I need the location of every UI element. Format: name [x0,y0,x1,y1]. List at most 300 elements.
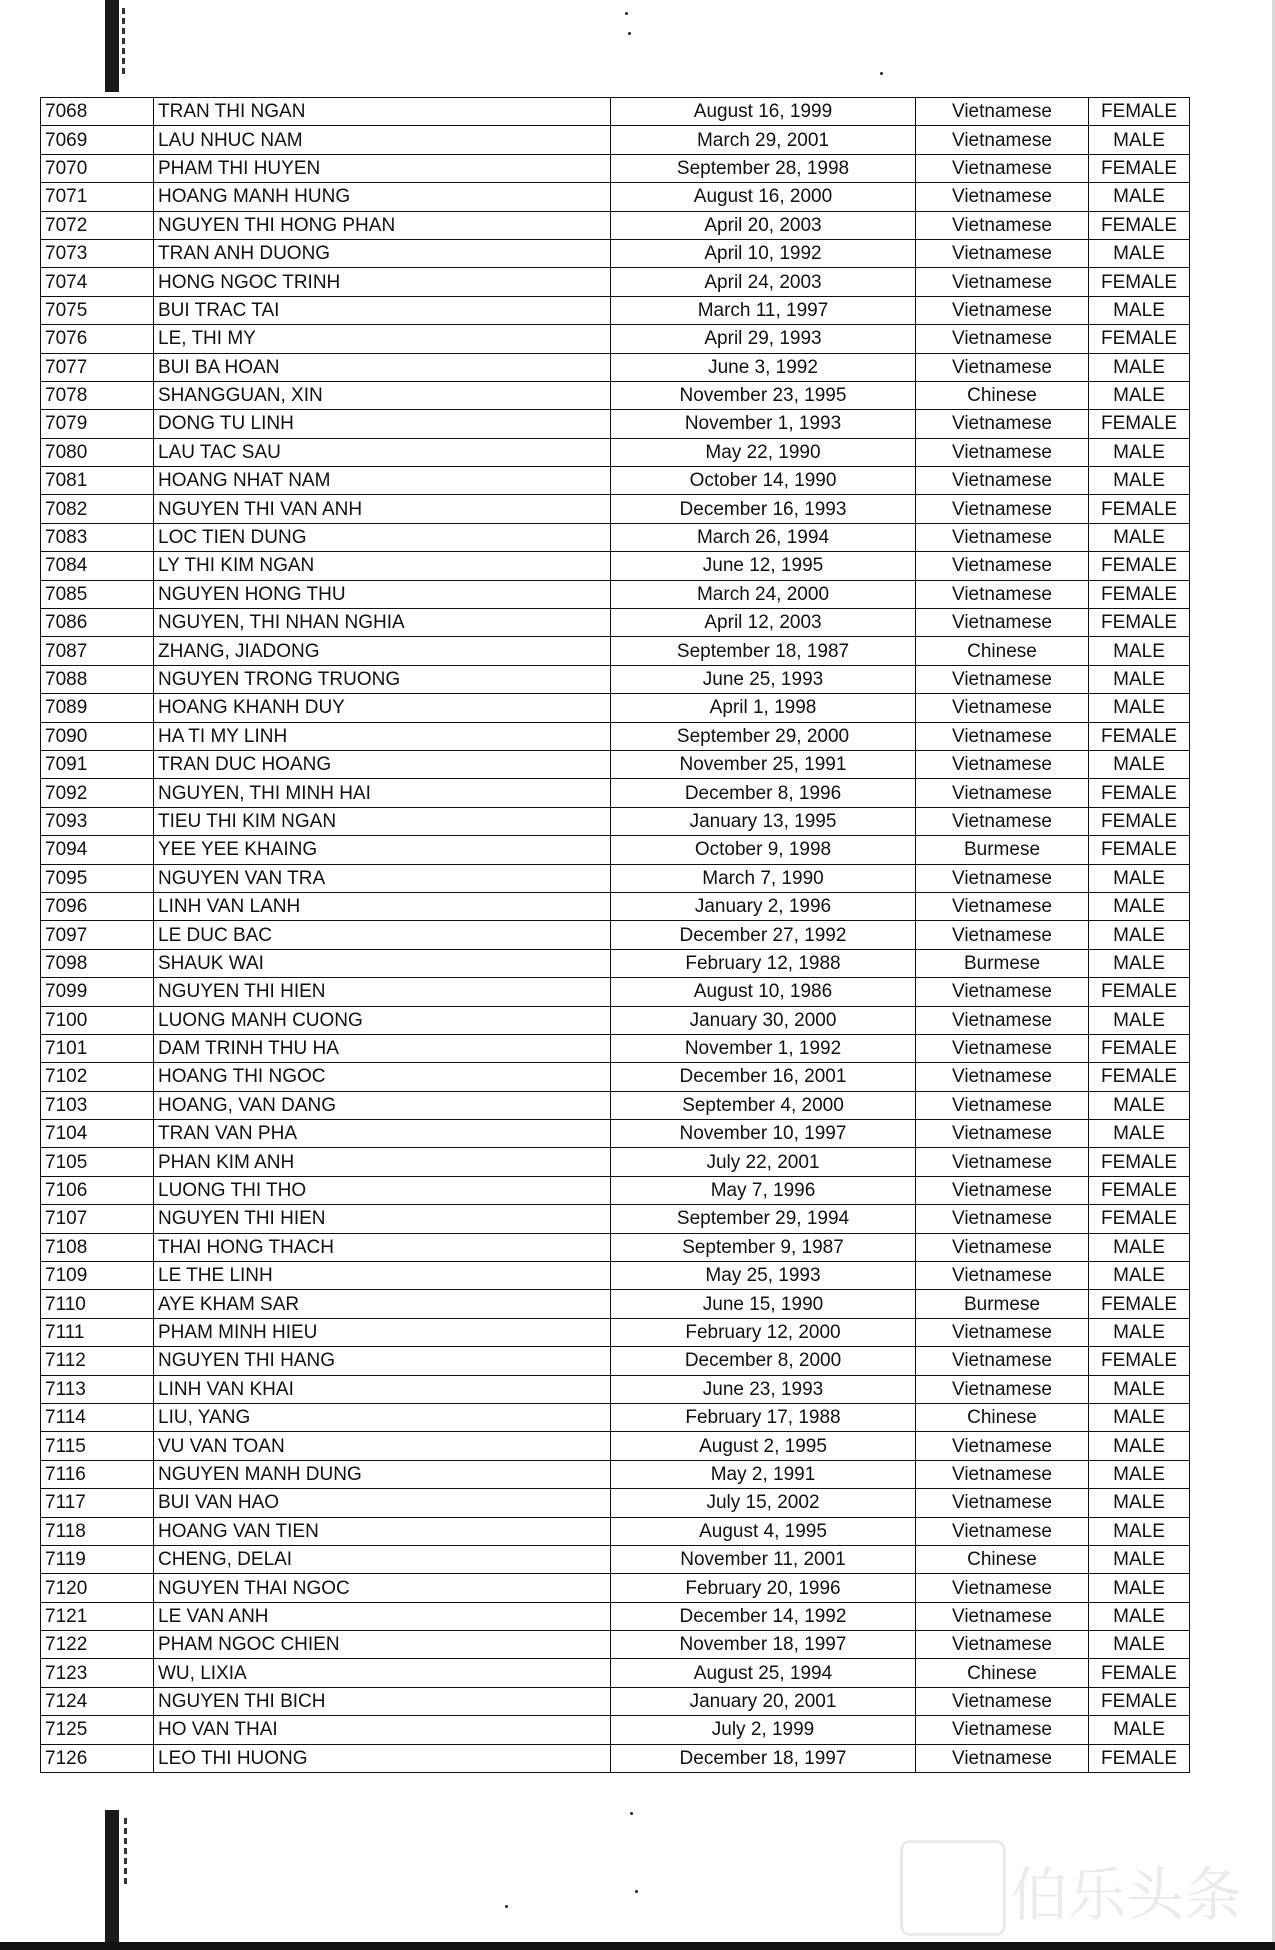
row-number-cell: 7109 [41,1262,154,1290]
row-number-cell: 7102 [41,1063,154,1091]
gender-cell: MALE [1089,1631,1190,1659]
gender-cell: FEMALE [1089,779,1190,807]
watermark-text: 伯乐头条 [1010,1863,1243,1928]
row-number-cell: 7094 [41,836,154,864]
date-of-birth-cell: November 1, 1992 [611,1034,916,1062]
gender-cell: FEMALE [1089,268,1190,296]
person-name-cell: LOC TIEN DUNG [154,523,611,551]
nationality-cell: Vietnamese [916,609,1089,637]
row-number-cell: 7080 [41,438,154,466]
table-row [41,211,1190,239]
nationality-cell: Vietnamese [916,807,1089,835]
date-of-birth-cell: January 13, 1995 [611,807,916,835]
row-number-cell: 7123 [41,1659,154,1687]
date-of-birth-cell: April 12, 2003 [611,609,916,637]
date-of-birth-cell: November 18, 1997 [611,1631,916,1659]
table-row [41,949,1190,977]
table-row [41,438,1190,466]
gender-cell: MALE [1089,694,1190,722]
person-name-cell: TRAN DUC HOANG [154,750,611,778]
gender-cell: MALE [1089,1460,1190,1488]
row-number-cell: 7097 [41,921,154,949]
date-of-birth-cell: March 26, 1994 [611,523,916,551]
table-row [41,1432,1190,1460]
row-number-cell: 7117 [41,1489,154,1517]
date-of-birth-cell: August 2, 1995 [611,1432,916,1460]
row-number-cell: 7092 [41,779,154,807]
date-of-birth-cell: June 23, 1993 [611,1375,916,1403]
row-number-cell: 7100 [41,1006,154,1034]
date-of-birth-cell: December 8, 1996 [611,779,916,807]
gender-cell: FEMALE [1089,580,1190,608]
row-number-cell: 7096 [41,892,154,920]
date-of-birth-cell: December 16, 2001 [611,1063,916,1091]
table-row [41,1687,1190,1715]
row-number-cell: 7122 [41,1631,154,1659]
date-of-birth-cell: September 29, 2000 [611,722,916,750]
gender-cell: FEMALE [1089,1347,1190,1375]
date-of-birth-cell: February 12, 2000 [611,1318,916,1346]
scan-margin-mark-bottom [105,1810,119,1950]
table-row [41,836,1190,864]
person-name-cell: HONG NGOC TRINH [154,268,611,296]
nationality-cell: Vietnamese [916,1602,1089,1630]
person-name-cell: PHAM THI HUYEN [154,154,611,182]
table-row [41,1517,1190,1545]
date-of-birth-cell: April 29, 1993 [611,325,916,353]
nationality-cell: Vietnamese [916,410,1089,438]
row-number-cell: 7110 [41,1290,154,1318]
gender-cell: MALE [1089,1432,1190,1460]
person-name-cell: HO VAN THAI [154,1716,611,1744]
row-number-cell: 7076 [41,325,154,353]
nationality-cell: Vietnamese [916,1687,1089,1715]
date-of-birth-cell: August 25, 1994 [611,1659,916,1687]
nationality-cell: Chinese [916,1659,1089,1687]
person-name-cell: LIU, YANG [154,1403,611,1431]
row-number-cell: 7074 [41,268,154,296]
nationality-cell: Burmese [916,836,1089,864]
gender-cell: FEMALE [1089,807,1190,835]
row-number-cell: 7121 [41,1602,154,1630]
person-name-cell: HA TI MY LINH [154,722,611,750]
row-number-cell: 7111 [41,1318,154,1346]
scan-margin-mark-top [105,0,119,92]
person-name-cell: BUI TRAC TAI [154,296,611,324]
table-row [41,1574,1190,1602]
nationality-cell: Vietnamese [916,239,1089,267]
date-of-birth-cell: July 15, 2002 [611,1489,916,1517]
table-row [41,1318,1190,1346]
table-row [41,1148,1190,1176]
nationality-cell: Vietnamese [916,864,1089,892]
date-of-birth-cell: February 20, 1996 [611,1574,916,1602]
date-of-birth-cell: February 17, 1988 [611,1403,916,1431]
row-number-cell: 7069 [41,126,154,154]
nationality-cell: Vietnamese [916,126,1089,154]
person-name-cell: NGUYEN VAN TRA [154,864,611,892]
nationality-cell: Vietnamese [916,1631,1089,1659]
nationality-cell: Vietnamese [916,1318,1089,1346]
person-name-cell: TRAN VAN PHA [154,1120,611,1148]
person-name-cell: LE THE LINH [154,1262,611,1290]
nationality-cell: Vietnamese [916,1432,1089,1460]
gender-cell: MALE [1089,1489,1190,1517]
gender-cell: FEMALE [1089,1034,1190,1062]
table-row [41,1744,1190,1772]
date-of-birth-cell: August 4, 1995 [611,1517,916,1545]
person-name-cell: NGUYEN THI HIEN [154,1205,611,1233]
person-name-cell: TIEU THI KIM NGAN [154,807,611,835]
nationality-cell: Vietnamese [916,1460,1089,1488]
nationality-cell: Vietnamese [916,694,1089,722]
nationality-cell: Vietnamese [916,978,1089,1006]
row-number-cell: 7079 [41,410,154,438]
table-row [41,296,1190,324]
nationality-cell: Chinese [916,381,1089,409]
row-number-cell: 7093 [41,807,154,835]
gender-cell: MALE [1089,239,1190,267]
person-name-cell: YEE YEE KHAING [154,836,611,864]
nationality-cell: Chinese [916,1403,1089,1431]
gender-cell: FEMALE [1089,836,1190,864]
date-of-birth-cell: June 12, 1995 [611,552,916,580]
row-number-cell: 7105 [41,1148,154,1176]
date-of-birth-cell: May 22, 1990 [611,438,916,466]
gender-cell: FEMALE [1089,1063,1190,1091]
row-number-cell: 7073 [41,239,154,267]
table-row [41,239,1190,267]
table-row [41,1602,1190,1630]
person-name-cell: LINH VAN LANH [154,892,611,920]
row-number-cell: 7106 [41,1176,154,1204]
gender-cell: FEMALE [1089,1744,1190,1772]
table-row [41,523,1190,551]
gender-cell: FEMALE [1089,1176,1190,1204]
person-name-cell: NGUYEN MANH DUNG [154,1460,611,1488]
scan-speck [505,1905,508,1908]
row-number-cell: 7082 [41,495,154,523]
row-number-cell: 7081 [41,467,154,495]
table-row [41,410,1190,438]
nationality-cell: Vietnamese [916,268,1089,296]
row-number-cell: 7078 [41,381,154,409]
row-number-cell: 7084 [41,552,154,580]
row-number-cell: 7095 [41,864,154,892]
person-name-cell: NGUYEN THI HONG PHAN [154,211,611,239]
watermark-logo [900,1840,1006,1936]
gender-cell: MALE [1089,438,1190,466]
table-row [41,1091,1190,1119]
date-of-birth-cell: August 10, 1986 [611,978,916,1006]
row-number-cell: 7085 [41,580,154,608]
gender-cell: MALE [1089,1716,1190,1744]
nationality-cell: Vietnamese [916,325,1089,353]
nationality-cell: Vietnamese [916,353,1089,381]
person-name-cell: HOANG VAN TIEN [154,1517,611,1545]
person-name-cell: NGUYEN THI VAN ANH [154,495,611,523]
nationality-cell: Vietnamese [916,1176,1089,1204]
nationality-cell: Vietnamese [916,722,1089,750]
person-name-cell: TRAN THI NGAN [154,98,611,126]
date-of-birth-cell: January 2, 1996 [611,892,916,920]
date-of-birth-cell: March 29, 2001 [611,126,916,154]
roster-table [40,97,1190,1773]
scan-margin-dots-bottom [124,1818,127,1888]
table-row [41,1659,1190,1687]
row-number-cell: 7088 [41,665,154,693]
date-of-birth-cell: April 1, 1998 [611,694,916,722]
table-row [41,750,1190,778]
gender-cell: MALE [1089,637,1190,665]
table-row [41,1176,1190,1204]
person-name-cell: NGUYEN THI HANG [154,1347,611,1375]
row-number-cell: 7087 [41,637,154,665]
table-row [41,722,1190,750]
nationality-cell: Vietnamese [916,665,1089,693]
table-row [41,98,1190,126]
person-name-cell: HOANG KHANH DUY [154,694,611,722]
person-name-cell: TRAN ANH DUONG [154,239,611,267]
scan-speck [630,1812,633,1815]
row-number-cell: 7090 [41,722,154,750]
person-name-cell: HOANG MANH HUNG [154,183,611,211]
date-of-birth-cell: September 28, 1998 [611,154,916,182]
person-name-cell: HOANG, VAN DANG [154,1091,611,1119]
table-row [41,1233,1190,1261]
nationality-cell: Vietnamese [916,921,1089,949]
gender-cell: MALE [1089,892,1190,920]
person-name-cell: DONG TU LINH [154,410,611,438]
nationality-cell: Vietnamese [916,495,1089,523]
date-of-birth-cell: December 27, 1992 [611,921,916,949]
table-row [41,779,1190,807]
date-of-birth-cell: December 16, 1993 [611,495,916,523]
table-row [41,1290,1190,1318]
nationality-cell: Vietnamese [916,779,1089,807]
row-number-cell: 7107 [41,1205,154,1233]
row-number-cell: 7098 [41,949,154,977]
date-of-birth-cell: March 11, 1997 [611,296,916,324]
row-number-cell: 7089 [41,694,154,722]
person-name-cell: WU, LIXIA [154,1659,611,1687]
person-name-cell: NGUYEN TRONG TRUONG [154,665,611,693]
person-name-cell: NGUYEN HONG THU [154,580,611,608]
date-of-birth-cell: August 16, 1999 [611,98,916,126]
person-name-cell: AYE KHAM SAR [154,1290,611,1318]
scan-speck [635,1890,638,1893]
person-name-cell: PHAM NGOC CHIEN [154,1631,611,1659]
row-number-cell: 7116 [41,1460,154,1488]
nationality-cell: Vietnamese [916,552,1089,580]
table-row [41,325,1190,353]
gender-cell: MALE [1089,1545,1190,1573]
scan-speck [628,32,631,35]
date-of-birth-cell: January 20, 2001 [611,1687,916,1715]
person-name-cell: NGUYEN THI BICH [154,1687,611,1715]
date-of-birth-cell: November 23, 1995 [611,381,916,409]
gender-cell: MALE [1089,1574,1190,1602]
table-row [41,694,1190,722]
gender-cell: MALE [1089,1318,1190,1346]
date-of-birth-cell: November 1, 1993 [611,410,916,438]
table-row [41,1063,1190,1091]
table-row [41,637,1190,665]
table-row [41,126,1190,154]
table-row [41,1375,1190,1403]
person-name-cell: DAM TRINH THU HA [154,1034,611,1062]
table-row [41,1489,1190,1517]
row-number-cell: 7113 [41,1375,154,1403]
gender-cell: FEMALE [1089,978,1190,1006]
row-number-cell: 7072 [41,211,154,239]
nationality-cell: Vietnamese [916,1233,1089,1261]
gender-cell: MALE [1089,1262,1190,1290]
table-row [41,665,1190,693]
gender-cell: MALE [1089,381,1190,409]
table-row [41,1545,1190,1573]
nationality-cell: Vietnamese [916,892,1089,920]
person-name-cell: HOANG NHAT NAM [154,467,611,495]
row-number-cell: 7070 [41,154,154,182]
gender-cell: FEMALE [1089,722,1190,750]
gender-cell: FEMALE [1089,1687,1190,1715]
gender-cell: MALE [1089,921,1190,949]
table-row [41,1716,1190,1744]
table-row [41,552,1190,580]
row-number-cell: 7124 [41,1687,154,1715]
gender-cell: MALE [1089,126,1190,154]
nationality-cell: Vietnamese [916,438,1089,466]
nationality-cell: Vietnamese [916,467,1089,495]
gender-cell: FEMALE [1089,410,1190,438]
gender-cell: FEMALE [1089,1290,1190,1318]
person-name-cell: NGUYEN, THI NHAN NGHIA [154,609,611,637]
person-name-cell: BUI BA HOAN [154,353,611,381]
gender-cell: FEMALE [1089,552,1190,580]
row-number-cell: 7108 [41,1233,154,1261]
gender-cell: FEMALE [1089,98,1190,126]
nationality-cell: Vietnamese [916,1091,1089,1119]
date-of-birth-cell: November 10, 1997 [611,1120,916,1148]
row-number-cell: 7101 [41,1034,154,1062]
table-row [41,1006,1190,1034]
date-of-birth-cell: October 9, 1998 [611,836,916,864]
date-of-birth-cell: June 3, 1992 [611,353,916,381]
gender-cell: MALE [1089,1006,1190,1034]
date-of-birth-cell: March 24, 2000 [611,580,916,608]
row-number-cell: 7112 [41,1347,154,1375]
date-of-birth-cell: December 14, 1992 [611,1602,916,1630]
row-number-cell: 7114 [41,1403,154,1431]
date-of-birth-cell: September 4, 2000 [611,1091,916,1119]
gender-cell: MALE [1089,523,1190,551]
person-name-cell: LUONG THI THO [154,1176,611,1204]
nationality-cell: Vietnamese [916,1347,1089,1375]
person-name-cell: SHANGGUAN, XIN [154,381,611,409]
person-name-cell: THAI HONG THACH [154,1233,611,1261]
person-name-cell: LUONG MANH CUONG [154,1006,611,1034]
nationality-cell: Chinese [916,637,1089,665]
gender-cell: MALE [1089,467,1190,495]
scan-speck [880,72,883,75]
person-name-cell: CHENG, DELAI [154,1545,611,1573]
gender-cell: MALE [1089,1602,1190,1630]
gender-cell: MALE [1089,665,1190,693]
nationality-cell: Vietnamese [916,1744,1089,1772]
date-of-birth-cell: September 18, 1987 [611,637,916,665]
gender-cell: FEMALE [1089,154,1190,182]
roster-table-body [41,98,1190,1773]
row-number-cell: 7083 [41,523,154,551]
gender-cell: MALE [1089,183,1190,211]
gender-cell: MALE [1089,1403,1190,1431]
table-row [41,892,1190,920]
person-name-cell: LY THI KIM NGAN [154,552,611,580]
person-name-cell: NGUYEN THAI NGOC [154,1574,611,1602]
nationality-cell: Vietnamese [916,296,1089,324]
table-row [41,1347,1190,1375]
nationality-cell: Vietnamese [916,1716,1089,1744]
table-row [41,807,1190,835]
gender-cell: MALE [1089,353,1190,381]
row-number-cell: 7115 [41,1432,154,1460]
gender-cell: FEMALE [1089,1659,1190,1687]
person-name-cell: NGUYEN THI HIEN [154,978,611,1006]
date-of-birth-cell: July 22, 2001 [611,1148,916,1176]
nationality-cell: Vietnamese [916,1148,1089,1176]
date-of-birth-cell: April 24, 2003 [611,268,916,296]
date-of-birth-cell: April 20, 2003 [611,211,916,239]
gender-cell: FEMALE [1089,609,1190,637]
person-name-cell: LEO THI HUONG [154,1744,611,1772]
gender-cell: FEMALE [1089,211,1190,239]
person-name-cell: LINH VAN KHAI [154,1375,611,1403]
row-number-cell: 7086 [41,609,154,637]
person-name-cell: VU VAN TOAN [154,1432,611,1460]
row-number-cell: 7091 [41,750,154,778]
nationality-cell: Vietnamese [916,1205,1089,1233]
person-name-cell: LE VAN ANH [154,1602,611,1630]
gender-cell: MALE [1089,1375,1190,1403]
date-of-birth-cell: October 14, 1990 [611,467,916,495]
person-name-cell: ZHANG, JIADONG [154,637,611,665]
gender-cell: FEMALE [1089,325,1190,353]
nationality-cell: Vietnamese [916,1034,1089,1062]
date-of-birth-cell: May 7, 1996 [611,1176,916,1204]
table-row [41,1403,1190,1431]
table-row [41,580,1190,608]
nationality-cell: Vietnamese [916,523,1089,551]
nationality-cell: Chinese [916,1545,1089,1573]
person-name-cell: LE DUC BAC [154,921,611,949]
nationality-cell: Vietnamese [916,1489,1089,1517]
table-row [41,1262,1190,1290]
nationality-cell: Vietnamese [916,183,1089,211]
date-of-birth-cell: August 16, 2000 [611,183,916,211]
table-row [41,467,1190,495]
nationality-cell: Vietnamese [916,1375,1089,1403]
table-row [41,1460,1190,1488]
date-of-birth-cell: July 2, 1999 [611,1716,916,1744]
date-of-birth-cell: May 2, 1991 [611,1460,916,1488]
row-number-cell: 7118 [41,1517,154,1545]
gender-cell: MALE [1089,296,1190,324]
person-name-cell: BUI VAN HAO [154,1489,611,1517]
gender-cell: MALE [1089,1233,1190,1261]
date-of-birth-cell: December 8, 2000 [611,1347,916,1375]
date-of-birth-cell: November 11, 2001 [611,1545,916,1573]
